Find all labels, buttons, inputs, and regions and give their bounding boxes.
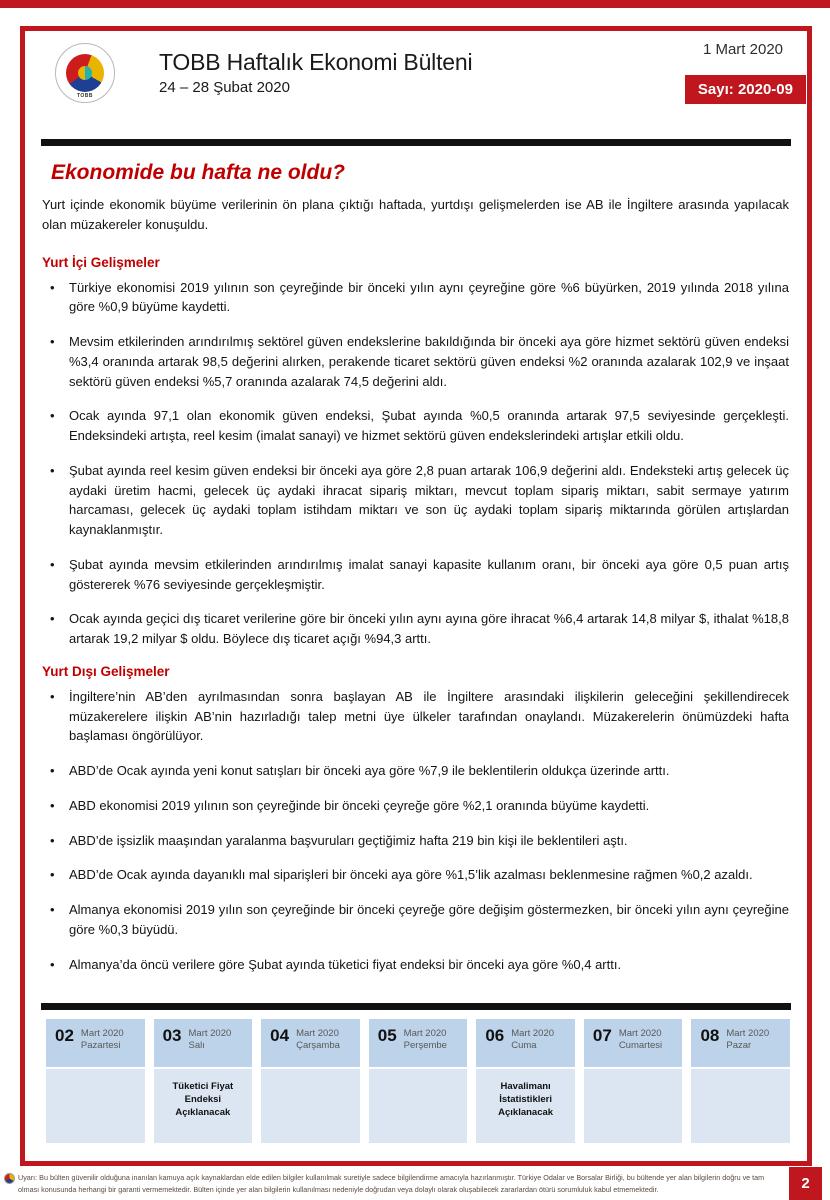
bullet-item: • Türkiye ekonomisi 2019 yılının son çeyreğinde bir önceki yılın aynı çeyreğine göre %6 büyürken, 2019 yılında 2018 yılına göre %0,9 büyüme kaydetti. (42, 278, 789, 318)
bullet-item: • ABD’de Ocak ayında yeni konut satışları bir önceki aya göre %7,9 ile beklentilerin oldukça üzerinde arttı. (42, 761, 789, 781)
bullet-item: • ABD ekonomisi 2019 yılının son çeyreğinde bir önceki çeyreğe göre %2,1 oranında büyüme kaydetti. (42, 796, 789, 816)
day-event (369, 1069, 468, 1143)
domestic-bullet-list (42, 278, 789, 649)
issue-number-badge: Sayı: 2020-09 (685, 75, 806, 104)
day-event: Tüketici Fiyat Endeksi Açıklanacak (154, 1069, 253, 1143)
tobb-logo-core (78, 66, 92, 80)
publication-date: 1 Mart 2020 (702, 41, 783, 58)
day-event (261, 1069, 360, 1143)
day-event (46, 1069, 145, 1143)
disclaimer-text: Uyarı: Bu bülten güvenilir olduğuna inanılan kamuya açık kaynaklardan elde edilen bilgiler kullanılmak suretiyle sadece bilgilendirme amacıyla hazırlanmıştır. Türkiye Odalar ve Borsalar Birliği, bu bültende yer alan bilgilerin doğru ve tam olması konusunda herhangi bir garanti vermemektedir. Bülten içinde yer alan bilgilerin kullanılması nedeniyle doğrudan veya dolaylı olarak oluşabilecek zararlardan ötürü sorumluluk kabul etmemektedir. (18, 1173, 765, 1194)
calendar-day-card (691, 1019, 790, 1143)
tobb-logo-word: TOBB (76, 93, 94, 99)
day-weekday: Çarşamba (296, 1040, 340, 1052)
bullet-item: • Mevsim etkilerinden arındırılmış sektörel güven endekslerine bakıldığında bir önceki aya göre hizmet sektörü güven endeksi %3,4 oranında artarak 98,5 değerini alırken, perakende ticaret sektörü güven endeksi %2 oranında azalarak 102,9 ve inşaat sektörü güven endeksi %5,7 oranında azalarak 74,5 değerini aldı. (42, 332, 789, 391)
bullet-item: • Almanya’da öncü verilere göre Şubat ayında tüketici fiyat endeksi bir önceki aya göre %0,4 arttı. (42, 955, 789, 975)
day-number: 04 (270, 1026, 290, 1045)
week-calendar (46, 1019, 790, 1143)
headline: Ekonomide bu hafta ne oldu? (51, 161, 345, 184)
calendar-day-card (261, 1019, 360, 1143)
day-event (584, 1069, 683, 1143)
day-number: 07 (592, 1026, 612, 1045)
bullet-item: • Ocak ayında 97,1 olan ekonomik güven endeksi, Şubat ayında %0,5 oranında artarak 97,5 seviyesinde gerçekleşti. Endeksindeki artışta, reel kesim (imalat sanayi) ve hizmet sektörü güven endekslerindeki artışlar etkili oldu. (42, 406, 789, 446)
day-month: Mart 2020 (296, 1028, 339, 1039)
day-month: Mart 2020 (403, 1028, 447, 1039)
day-event: Havalimanı İstatistikleri Açıklanacak (476, 1069, 575, 1143)
day-weekday: Perşembe (403, 1040, 447, 1052)
bullet-item: • Ocak ayında geçici dış ticaret verilerine göre bir önceki yılın aynı ayına göre ihracat %6,4 artarak 14,8 milyar $, ithalat %18,8 artarak 19,2 milyar $ oldu. Böylece dış ticaret açığı %94,3 arttı. (42, 609, 789, 649)
day-month: Mart 2020 (618, 1028, 662, 1039)
bullet-item: • ABD’de işsizlik maaşından yaralanma başvuruları geçtiğimiz hafta 219 bin kişi ile beklentileri aştı. (42, 831, 789, 851)
bullet-item: • Şubat ayında mevsim etkilerinden arındırılmış imalat sanayi kapasite kullanım oranı, bir önceki aya göre 0,5 puan artış göstererek %76 seviyesinde gerçekleşmiştir. (42, 555, 789, 595)
day-number: 06 (485, 1026, 505, 1045)
bullet-item: • ABD’de Ocak ayında dayanıklı mal siparişleri bir önceki aya göre %1,5’lik azalması beklenmesine rağmen %0,2 azaldı. (42, 865, 789, 885)
day-number: 03 (162, 1026, 182, 1045)
day-number: 05 (377, 1026, 397, 1045)
header-divider (41, 139, 791, 146)
calendar-day-card (476, 1019, 575, 1143)
tobb-logo (55, 43, 115, 103)
calendar-day-card (584, 1019, 683, 1143)
bullet-item: • Almanya ekonomisi 2019 yılın son çeyreğinde bir önceki çeyreğe göre değişim göstermezken, bir önceki yılın aynı çeyreğine göre %0,3 büyüdü. (42, 900, 789, 940)
top-red-strip (0, 0, 830, 8)
day-weekday: Pazartesi (80, 1040, 121, 1052)
calendar-day-card (369, 1019, 468, 1143)
section-heading-foreign: Yurt Dışı Gelişmeler (42, 663, 170, 679)
bullet-item: • Şubat ayında reel kesim güven endeksi bir önceki aya göre 2,8 puan artarak 106,9 değerini aldı. Endeksteki artış gelecek üç aydaki üretim hacmi, gelecek üç aydaki ihracat sipariş miktarı, mevcut toplam sipariş miktarı, sabit sermaye yatırım harcaması, gelecek üç aydaki toplam istihdam miktarı ve son üç aydaki toplam sipariş miktarında görülen artışlardan kaynaklanmıştır. (42, 461, 789, 540)
calendar-divider (41, 1003, 791, 1010)
day-month: Mart 2020 (188, 1028, 232, 1039)
intro-paragraph: Yurt içinde ekonomik büyüme verilerinin ön plana çıktığı haftada, yurtdışı gelişmelerden ise AB ile İngiltere arasında yapılacak olan müzakereler konuşuldu. (42, 197, 789, 232)
day-event (691, 1069, 790, 1143)
day-number: 02 (55, 1026, 74, 1045)
day-weekday: Cumartesi (618, 1040, 663, 1052)
calendar-day-card (46, 1019, 145, 1143)
day-weekday: Pazar (726, 1040, 752, 1052)
day-month: Mart 2020 (511, 1028, 555, 1039)
tobb-footer-logo-icon (4, 1173, 15, 1184)
bullet-item: • İngiltere’nin AB’den ayrılmasından sonra başlayan AB ile İngiltere arasındaki ilişkilerin geleceğini şekillendirecek müzakerelere ilişkin AB’nin hazırladığı talep metni üye ülkeler tarafından onaylandı. Müzakerelerin önümüzdeki hafta başlaması öngörülüyor. (42, 687, 789, 746)
section-heading-domestic: Yurt İçi Gelişmeler (42, 254, 160, 270)
day-number: 08 (700, 1026, 720, 1045)
page-number-badge: 2 (789, 1167, 822, 1200)
day-month: Mart 2020 (726, 1028, 770, 1039)
bulletin-frame (20, 26, 812, 1166)
day-weekday: Salı (188, 1040, 205, 1052)
day-weekday: Cuma (511, 1040, 537, 1052)
bulletin-header (25, 31, 807, 127)
bulletin-week-range: 24 – 28 Şubat 2020 (159, 79, 290, 96)
bulletin-title: TOBB Haftalık Ekonomi Bülteni (159, 49, 473, 75)
calendar-day-card (154, 1019, 253, 1143)
day-month: Mart 2020 (80, 1028, 124, 1039)
foreign-bullet-list (42, 687, 789, 975)
